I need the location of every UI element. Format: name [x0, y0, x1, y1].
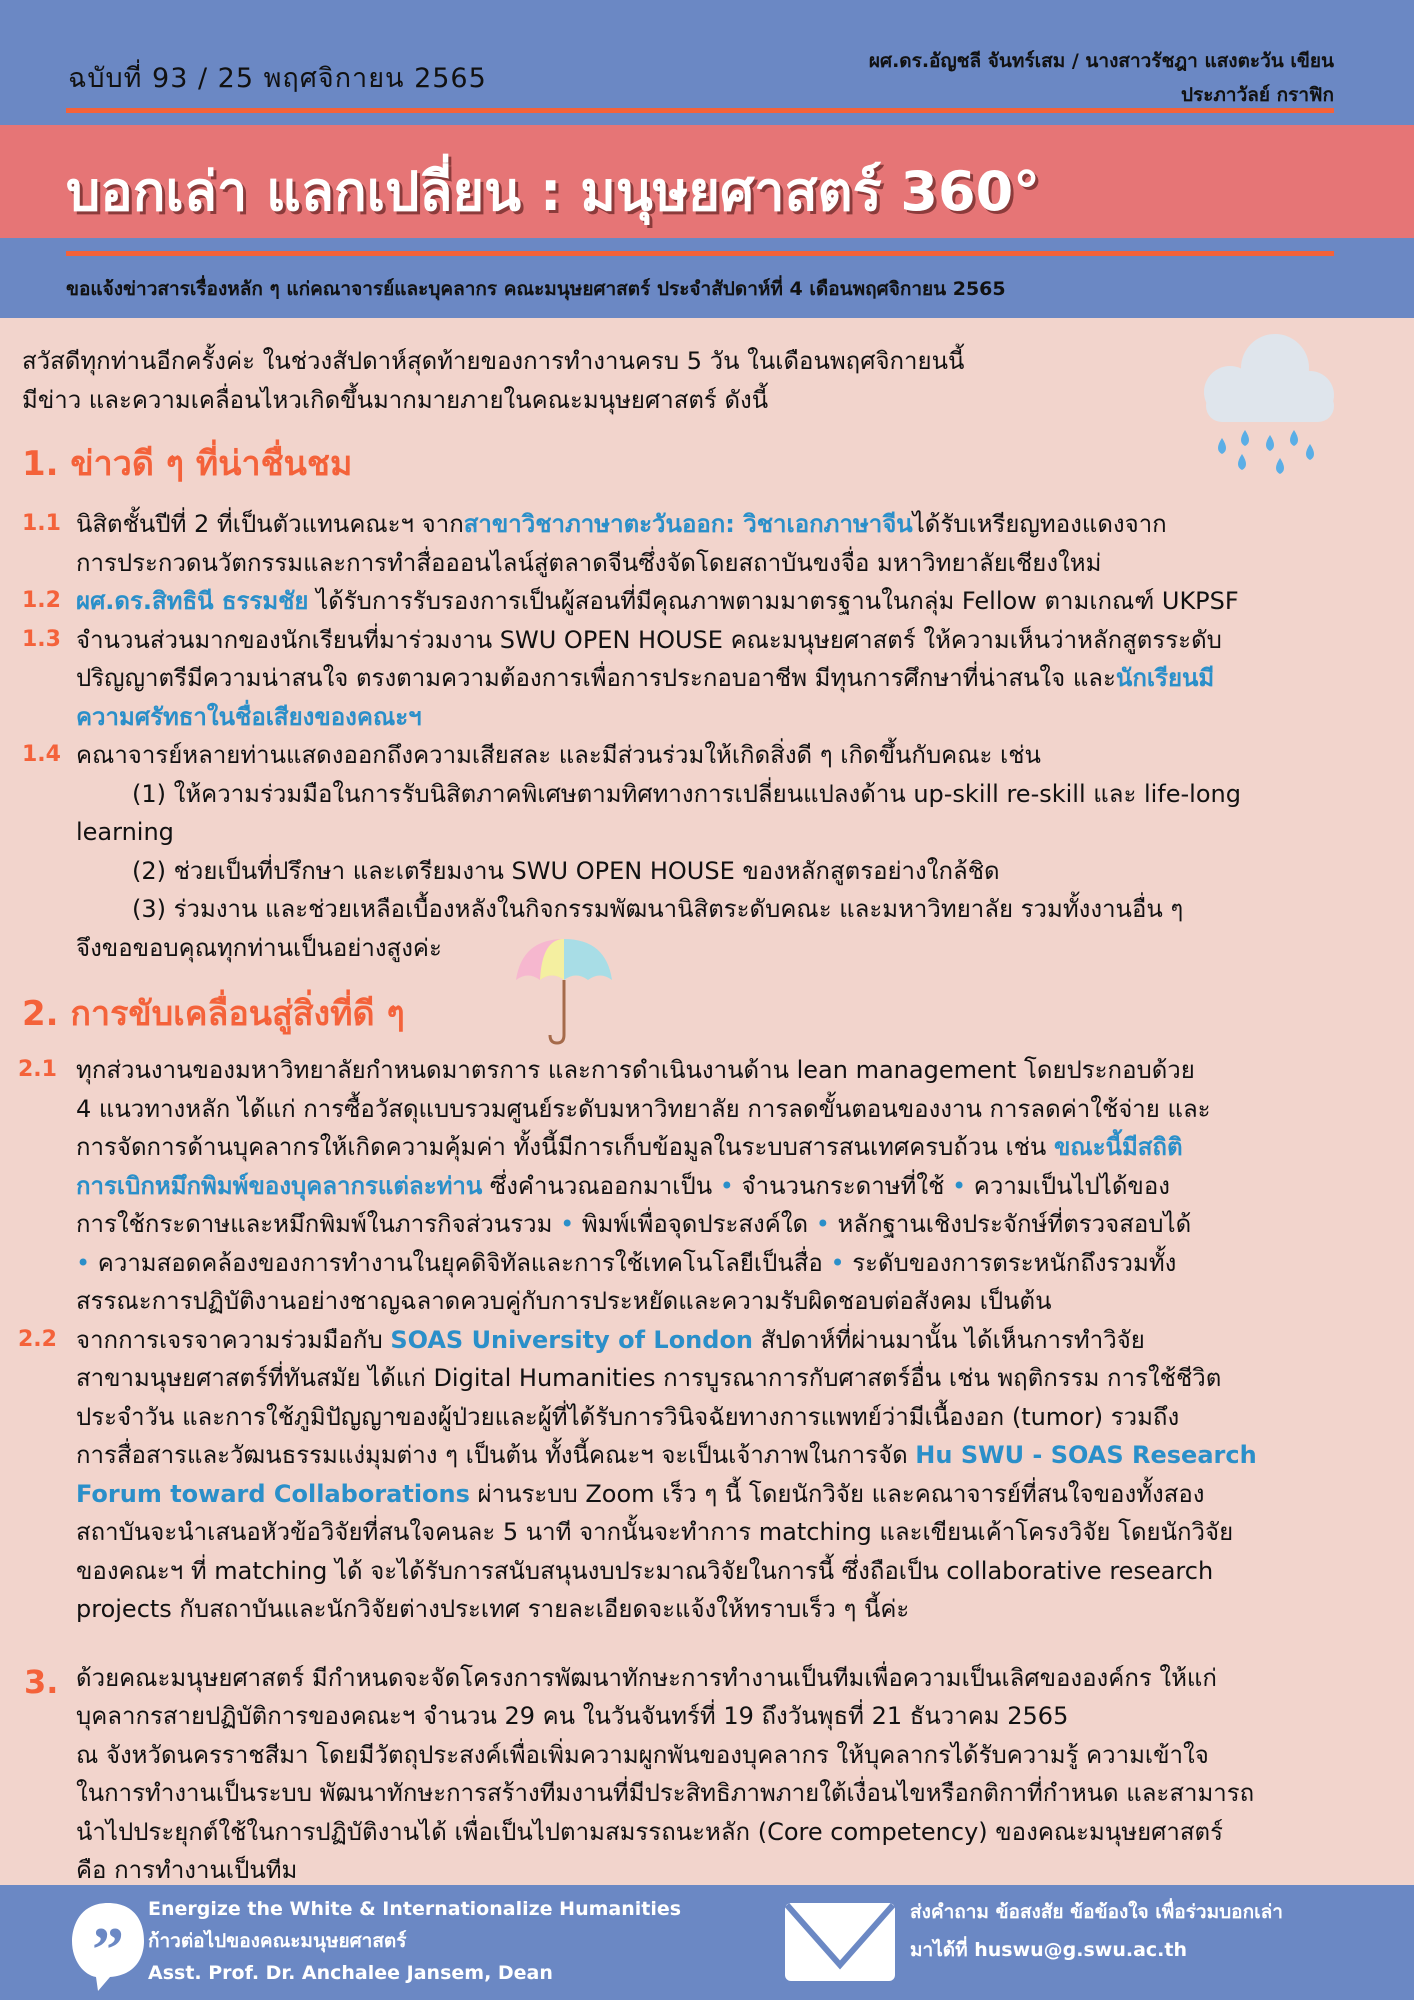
text-line [0, 813, 1414, 852]
text-segment: ปริญญาตรีมีความน่าสนใจ ตรงตามความต้องการเพื่อการประกอบอาชีพ มีทุนการศึกษาที่น่าสนใจ และ [76, 664, 1116, 692]
highlighted-text: สาขาวิชาภาษาตะวันออก: วิชาเอกภาษาจีน [463, 510, 913, 538]
quote-icon [70, 1901, 146, 1991]
text-segment: ทุกส่วนงานของมหาวิทยาลัยกำหนดมาตรการ และการดำเนินงานด้าน lean management โดยประกอบด้วย [76, 1056, 1195, 1084]
footer-motto-thai: ก้าวต่อไปของคณะมนุษยศาสตร์ [148, 1930, 407, 1952]
text-line [0, 1398, 1414, 1437]
text-segment: จำนวนส่วนมากของนักเรียนที่มาร่วมงาน SWU OPEN HOUSE คณะมนุษยศาสตร์ ให้ความเห็นว่าหลักสูตรระดับ [76, 625, 1222, 654]
newsletter-title: บอกเล่า แลกเปลี่ยน : มนุษยศาสตร์ 360° [66, 160, 1041, 223]
text-segment: สาขามนุษยศาสตร์ที่ทันสมัย ได้แก่ Digital Humanities การบูรณาการกับศาสตร์อื่น เช่น พฤติกรรม การใช้ชีวิต [76, 1364, 1222, 1392]
authors [869, 44, 1334, 112]
newsletter-body [0, 318, 1414, 1890]
text-segment: หลักฐานเชิงประจักษ์ที่ตรวจสอบได้ [829, 1210, 1192, 1238]
text-segment: ความสอดคล้องของการทำงานในยุคดิจิทัลและการใช้เทคโนโลยีเป็นสื่อ [90, 1248, 831, 1277]
contact-email[interactable]: มาได้ที่ huswu@g.swu.ac.th [910, 1939, 1188, 1961]
footer-motto: Energize the White & Internationalize Humanities [148, 1898, 682, 1920]
highlighted-text: ขณะนี้มีสถิติ [1053, 1133, 1183, 1161]
text-segment: ได้รับการรับรองการเป็นผู้สอนที่มีคุณภาพตามมาตรฐานในกลุ่ม Fellow ตามเกณฑ์ UKPSF [308, 587, 1239, 615]
text-line [0, 1359, 1414, 1398]
text-segment: การจัดการด้านบุคลากรให้เกิดความคุ้มค่า ทั้งนี้มีการเก็บข้อมูลในระบบสารสนเทศครบถ้วน เช่น [76, 1133, 1054, 1161]
intro [0, 342, 1414, 419]
text-line [0, 1590, 1414, 1629]
authors-line: ผศ.ดร.อัญชลี จันทร์เสม / นางสาวรัชฎา แสงตะวัน เขียน [868, 50, 1334, 72]
text-line [0, 544, 1414, 583]
footer-dean: Asst. Prof. Dr. Anchalee Jansem, Dean [148, 1962, 553, 1984]
text-segment: ณ จังหวัดนครราชสีมา โดยมีวัตถุประสงค์เพื่อเพิ่มความผูกพันของบุคลากร ให้บุคลากรได้รับความรู้ ความเข้าใจ [76, 1740, 1209, 1769]
text-segment: สรรณะการปฏิบัติงานอย่างชาญฉลาดควบคู่กับการประหยัดและความรับผิดชอบต่อสังคม เป็นต้น [76, 1287, 1052, 1315]
text-line [0, 1436, 1414, 1475]
envelope-icon [785, 1903, 895, 1981]
text-segment: learning [76, 818, 174, 846]
bullet-icon: • [76, 1248, 91, 1277]
text-line [0, 736, 1414, 775]
contact-line: ส่งคำถาม ข้อสงสัย ข้อข้องใจ เพื่อร่วมบอกเล่า [910, 1901, 1283, 1923]
text-segment: projects กับสถาบันและนักวิจัยต่างประเทศ รายละเอียดจะแจ้งให้ทราบเร็ว ๆ นี้ค่ะ [76, 1595, 910, 1623]
issue-number: ฉบับที่ 93 / 25 พฤศจิกายน 2565 [68, 63, 487, 94]
text-line [0, 1321, 1414, 1360]
news-item [0, 1321, 1414, 1629]
text-line [0, 1813, 1414, 1852]
news-item [0, 505, 1414, 582]
text-segment: จึงขอขอบคุณทุกท่านเป็นอย่างสูงค่ะ [76, 933, 442, 962]
text-line [0, 1244, 1414, 1283]
item-number: 2.1 [18, 1057, 57, 1082]
text-line [0, 1205, 1414, 1244]
news-item [0, 621, 1414, 737]
section-heading: 1. ข่าวดี ๆ ที่น่าชื่นชม [22, 444, 353, 484]
highlighted-text: Forum toward Collaborations [76, 1479, 470, 1508]
news-item [0, 1051, 1414, 1321]
text-line [0, 1774, 1414, 1813]
text-line [0, 1851, 1414, 1890]
highlighted-text: การเบิกหมึกพิมพ์ของบุคลากรแต่ละท่าน [76, 1171, 483, 1200]
highlighted-text: SOAS University of London [390, 1325, 754, 1354]
text-line [0, 1090, 1414, 1129]
text-line [0, 890, 1414, 929]
text-segment: ของคณะฯ ที่ matching ได้ จะได้รับการสนับสนุนงบประมาณวิจัยในการนี้ ซึ่งถือเป็น collaborative research [76, 1556, 1214, 1585]
text-segment: ผ่านระบบ Zoom เร็ว ๆ นี้ โดยนักวิจัย และคณาจารย์ที่สนใจของทั้งสอง [469, 1479, 1205, 1508]
text-segment: สัปดาห์ที่ผ่านมานั้น ได้เห็นการทำวิจัย [753, 1325, 1145, 1354]
text-segment: ได้รับเหรียญทองแดงจาก [912, 510, 1167, 538]
bullet-icon: • [719, 1171, 734, 1200]
text-line [0, 929, 1414, 968]
text-line [0, 1659, 1414, 1701]
text-line [0, 775, 1414, 814]
text-segment: สถาบันจะนำเสนอหัวข้อวิจัยที่สนใจคนละ 5 นาที จากนั้นจะทำการ matching และเขียนเค้าโครงวิจัย โดยนักวิจัย [76, 1518, 1234, 1546]
news-item [0, 582, 1414, 621]
news-item [0, 736, 1414, 967]
text-segment: ในการทำงานเป็นระบบ พัฒนาทักษะการสร้างทีมงานที่มีประสิทธิภาพภายใต้เงื่อนไขหรือกติกาที่กำหนด และสามารถ [76, 1779, 1255, 1807]
bullet-icon: • [560, 1210, 575, 1238]
text-segment: ระดับของการตระหนักถึงรวมทั้ง [844, 1248, 1177, 1277]
svg-text:”: ” [92, 1914, 124, 1985]
text-segment: บุคลากรสายปฏิบัติการของคณะฯ จำนวน 29 คน ในวันจันทร์ที่ 19 ถึงวันพุธที่ 21 ธันวาคม 2565 [76, 1702, 1069, 1730]
text-line [0, 1167, 1414, 1206]
item-number: 3. [24, 1662, 59, 1701]
text-line [0, 621, 1414, 660]
subtitle: ขอแจ้งข่าวสารเรื่องหลัก ๆ แก่คณาจารย์และบุคลากร คณะมนุษยศาสตร์ ประจำสัปดาห์ที่ 4 เดือนพฤศจิกายน 2565 [66, 278, 1006, 300]
section-heading: 2. การขับเคลื่อนสู่สิ่งที่ดี ๆ [22, 994, 405, 1034]
text-segment: การสื่อสารและวัฒนธรรมแง่มุมต่าง ๆ เป็นต้น ทั้งนี้คณะฯ จะเป็นเจ้าภาพในการจัด [76, 1441, 916, 1469]
text-segment: พิมพ์เพื่อจุดประสงค์ใด [574, 1210, 816, 1238]
text-line [0, 1552, 1414, 1591]
text-line [0, 1513, 1414, 1552]
highlighted-text: ความศรัทธาในชื่อเสียงของคณะฯ [76, 702, 422, 731]
news-item [0, 1659, 1414, 1890]
bullet-icon: • [952, 1171, 967, 1200]
text-line [0, 1475, 1414, 1514]
highlighted-text: ผศ.ดร.สิทธินี ธรรมชัย [76, 587, 309, 615]
text-segment: ด้วยคณะมนุษยศาสตร์ มีกำหนดจะจัดโครงการพัฒนาทักษะการทำงานเป็นทีมเพื่อความเป็นเลิศขององค์กร ให้แก่ [76, 1663, 1217, 1692]
text-segment: (3) ร่วมงาน และช่วยเหลือเบื้องหลังในกิจกรรมพัฒนานิสิตระดับคณะ และมหาวิทยาลัย รวมทั้งงานอื่น ๆ [132, 895, 1184, 923]
text-segment: คณาจารย์หลายท่านแสดงออกถึงความเสียสละ และมีส่วนร่วมให้เกิดสิ่งดี ๆ เกิดขึ้นกับคณะ เช่น [76, 741, 1041, 769]
text-segment: (2) ช่วยเป็นที่ปรึกษา และเตรียมงาน SWU OPEN HOUSE ของหลักสูตรอย่างใกล้ชิด [132, 856, 1000, 885]
bullet-icon: • [815, 1210, 830, 1238]
item-number: 1.3 [22, 626, 61, 652]
text-segment: นำไปประยุกต์ใช้ในการปฏิบัติงานได้ เพื่อเป็นไปตามสมรรถนะหลัก (Core competency) ของคณะมนุษยศาสตร์ [76, 1817, 1223, 1846]
header [0, 0, 1414, 318]
text-line [0, 1128, 1414, 1167]
text-segment: ความเป็นไปได้ของ [966, 1171, 1170, 1200]
divider [66, 108, 1334, 113]
item-number: 1.4 [22, 742, 61, 767]
text-line [0, 659, 1414, 698]
text-segment: ซึ่งคำนวณออกมาเป็น [482, 1171, 720, 1200]
text-segment: ประจำวัน และการใช้ภูมิปัญญาของผู้ป่วยและผู้ที่ได้รับการวินิจฉัยทางการแพทย์ว่ามีเนื้องอก (tumor) รวมถึง [76, 1402, 1180, 1431]
text-segment: จำนวนกระดาษที่ใช้ [733, 1171, 953, 1200]
text-segment: การประกวดนวัตกรรมและการทำสื่อออนไลน์สู่ตลาดจีนซึ่งจัดโดยสถาบันขงจื่อ มหาวิทยาลัยเชียงใหม่ [76, 548, 1102, 577]
text-line [0, 1282, 1414, 1321]
text-line [0, 582, 1414, 621]
intro-line: สวัสดีทุกท่านอีกครั้งค่ะ ในช่วงสัปดาห์สุดท้ายของการทำงานครบ 5 วัน ในเดือนพฤศจิกายนนี้ [22, 347, 965, 375]
text-line [0, 1736, 1414, 1775]
item-number: 1.1 [22, 511, 61, 536]
item-number: 2.2 [18, 1326, 57, 1352]
authors-line: ประภาวัลย์ กราฟิก [1180, 84, 1334, 106]
text-segment: (1) ให้ความร่วมมือในการรับนิสิตภาคพิเศษตามทิศทางการเปลี่ยนแปลงด้าน up-skill re-skill และ life-long [132, 779, 1241, 808]
divider [66, 251, 1334, 256]
text-line [0, 698, 1414, 737]
highlighted-text: Hu SWU - SOAS Research [915, 1441, 1257, 1469]
item-number: 1.2 [22, 588, 61, 613]
text-segment: 4 แนวทางหลัก ได้แก่ การซื้อวัสดุแบบรวมศูนย์ระดับมหาวิทยาลัย การลดขั้นตอนของงาน การลดค่าใช้จ่าย และ [76, 1094, 1211, 1123]
intro-line: มีข่าว และความเคลื่อนไหวเกิดขึ้นมากมายภายในคณะมนุษยศาสตร์ ดังนี้ [22, 385, 769, 414]
text-segment: การใช้กระดาษและหมึกพิมพ์ในภารกิจส่วนรวม [76, 1210, 561, 1238]
text-segment: จากการเจรจาความร่วมมือกับ [76, 1325, 391, 1354]
text-line [0, 505, 1414, 544]
text-line [0, 852, 1414, 891]
text-segment: นิสิตชั้นปีที่ 2 ที่เป็นตัวแทนคณะฯ จาก [76, 510, 464, 538]
bullet-icon: • [830, 1248, 845, 1277]
text-line [0, 1697, 1414, 1736]
highlighted-text: นักเรียนมี [1115, 664, 1215, 692]
footer [0, 1885, 1414, 2000]
text-line [0, 1051, 1414, 1090]
text-segment: คือ การทำงานเป็นทีม [76, 1856, 298, 1884]
